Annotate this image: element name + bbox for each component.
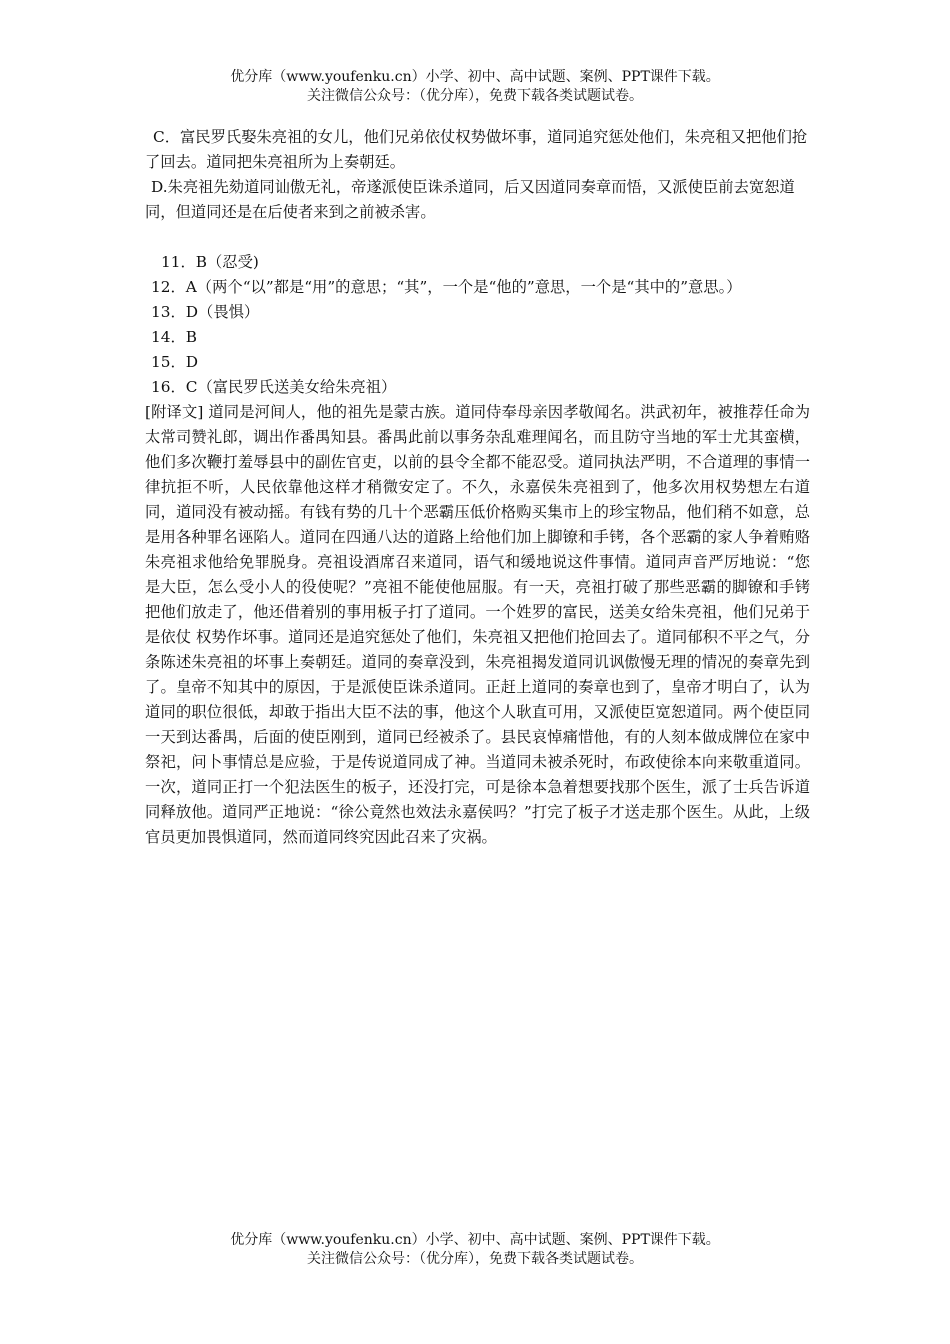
header-line-2: 关注微信公众号：（优分库），免费下载各类试题试卷。	[307, 88, 643, 104]
document-body	[145, 125, 810, 850]
answer-14: 14．B	[151, 328, 198, 346]
answer-16: 16．C（富民罗氏送美女给朱亮祖）	[151, 378, 397, 396]
page-footer	[0, 1231, 950, 1269]
option-c: C．富民罗氏娶朱亮祖的女儿，他们兄弟依仗权势做坏事，道同追究惩处他们，朱亮租又把他们抢了回去。道同把朱亮祖所为上奏朝廷。	[145, 128, 808, 171]
answer-13: 13．D（畏惧）	[151, 303, 260, 321]
option-d: D.朱亮祖先劾道同讪傲无礼，帝遂派使臣诛杀道同，后又因道同奏章而悟，又派使臣前去宽恕道同，但道同还是在后使者来到之前被杀害。	[145, 178, 795, 221]
footer-line-2: 关注微信公众号：（优分库），免费下载各类试题试卷。	[307, 1251, 643, 1267]
answer-11: 11．B（忍受)	[161, 253, 259, 271]
footer-line-1: 优分库（www.youfenku.cn）小学、初中、高中试题、案例、PPT课件下载。	[230, 1232, 720, 1248]
answer-12: 12．A（两个“以”都是“用”的意思；“其”，一个是“他的”意思，一个是“其中的”意思。）	[151, 278, 742, 296]
translation-paragraph: [附译文] 道同是河间人，他的祖先是蒙古族。道同侍奉母亲因孝敬闻名。洪武初年，被推荐任命为太常司赞礼郎，调出作番禺知县。番禺此前以事务杂乱难理闻名，而且防守当地的军士尤其蛮横，他们多次鞭打羞辱县中的副佐官吏，以前的县令全都不能忍受。道同执法严明，不合道理的事情一律抗拒不听，人民依靠他这样才稍微安定了。不久，永嘉侯朱亮祖到了，他多次用权势想左右道同，道同没有被动摇。有钱有势的几十个恶霸压低价格购买集市上的珍宝物品，他们稍不如意，总是用各种罪名诬陷人。道同在四通八达的道路上给他们加上脚镣和手铐，各个恶霸的家人争着贿赂朱亮祖求他给免罪脱身。亮祖设酒席召来道同，语气和缓地说这件事情。道同声音严厉地说：“您是大臣，怎么受小人的役使呢？”亮祖不能使他屈服。有一天，亮祖打破了那些恶霸的脚镣和手铐把他们放走了，他还借着别的事用板子打了道同。一个姓罗的富民，送美女给朱亮祖，他们兄弟于是依仗 权势作坏事。道同还是追究惩处了他们，朱亮祖又把他们抢回去了。道同郁积不平之气，分条陈述朱亮祖的坏事上奏朝廷。道同的奏章没到，朱亮祖揭发道同讥讽傲慢无理的情况的奏章先到了。皇帝不知其中的原因，于是派使臣诛杀道同。正赶上道同的奏章也到了，皇帝才明白了，认为道同的职位很低，却敢于指出大臣不法的事，他这个人耿直可用，又派使臣宽恕道同。两个使臣同一天到达番禺，后面的使臣刚到，道同已经被杀了。县民哀悼痛惜他，有的人刻本做成牌位在家中祭祀，问卜事情总是应验，于是传说道同成了神。当道同未被杀死时，布政使徐本向来敬重道同。一次，道同正打一个犯法医生的板子，还没打完，可是徐本急着想要找那个医生，派了士兵告诉道同释放他。道同严正地说：“徐公竟然也效法永嘉侯吗？”打完了板子才送走那个医生。从此，上级官员更加畏惧道同，然而道同终究因此召来了灾祸。	[145, 403, 810, 846]
spacer	[145, 225, 810, 250]
header-line-1: 优分库（www.youfenku.cn）小学、初中、高中试题、案例、PPT课件下载。	[230, 69, 720, 85]
page-header	[0, 68, 950, 106]
answer-15: 15．D	[151, 353, 199, 371]
